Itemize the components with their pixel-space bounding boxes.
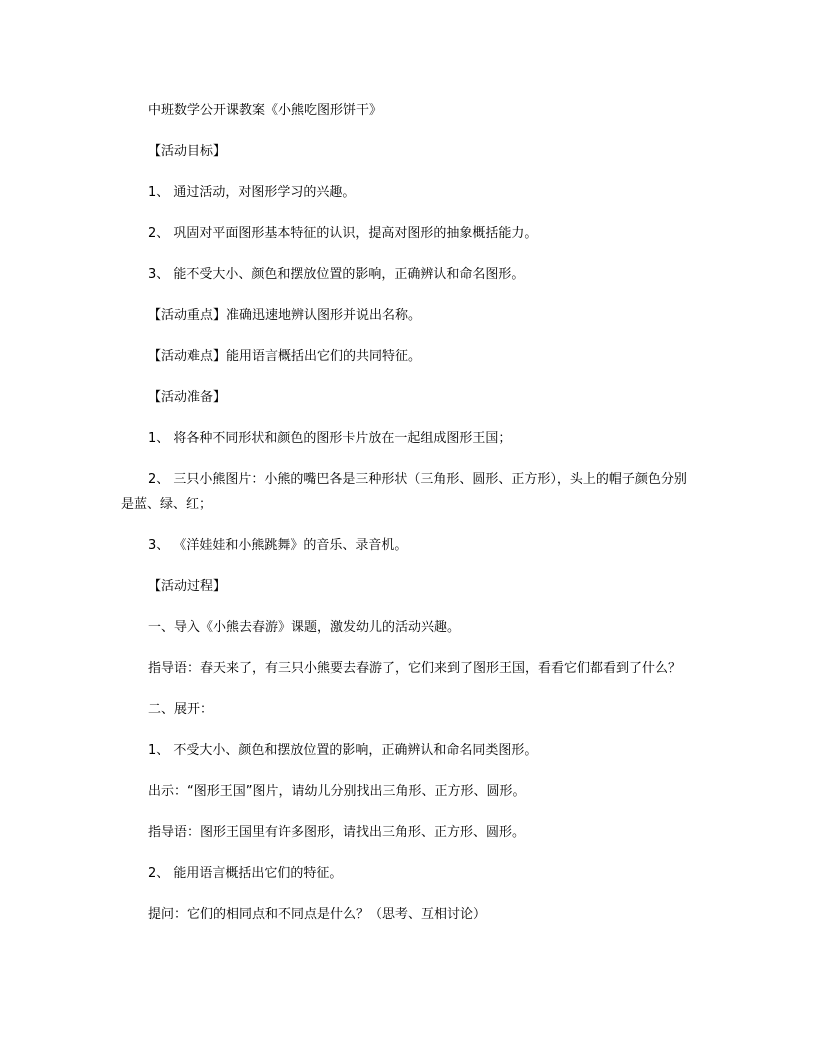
- section-heading-process: 【活动过程】: [148, 579, 227, 594]
- guidance-paragraph: 指导语：春天来了，有三只小熊要去春游了，它们来到了图形王国，看看它们都看到了什么？: [148, 661, 682, 676]
- section-heading-preparation: 【活动准备】: [148, 390, 227, 405]
- goal-item-3: 3、 能不受大小、颜色和摆放位置的影响，正确辨认和命名图形。: [148, 267, 525, 282]
- develop-item-1: 1、 不受大小、颜色和摆放位置的影响，正确辨认和命名同类图形。: [148, 743, 538, 758]
- document-title: 中班数学公开课教案《小熊吃图形饼干》: [148, 103, 383, 118]
- guidance-paragraph-2: 指导语：图形王国里有许多图形，请找出三角形、正方形、圆形。: [148, 825, 526, 840]
- process-step-intro: 一、导入《小熊去春游》课题，激发幼儿的活动兴趣。: [148, 620, 461, 635]
- goal-item-1: 1、 通过活动，对图形学习的兴趣。: [148, 185, 356, 200]
- show-paragraph: 出示：“图形王国”图片，请幼儿分别找出三角形、正方形、圆形。: [148, 784, 526, 799]
- key-point: 【活动重点】准确迅速地辨认图形并说出名称。: [148, 308, 422, 323]
- document-body: [121, 98, 687, 943]
- process-step-develop: 二、展开：: [148, 702, 214, 717]
- preparation-item-1: 1、 将各种不同形状和颜色的图形卡片放在一起组成图形王国；: [148, 431, 512, 446]
- difficult-point: 【活动难点】能用语言概括出它们的共同特征。: [148, 349, 422, 364]
- preparation-item-3: 3、 《洋娃娃和小熊跳舞》的音乐、录音机。: [148, 538, 408, 553]
- preparation-item-2: 2、 三只小熊图片：小熊的嘴巴各是三种形状（三角形、圆形、正方形），头上的帽子颜色分别是蓝、绿、红；: [121, 472, 687, 512]
- question-paragraph: 提问：它们的相同点和不同点是什么？（思考、互相讨论）: [148, 907, 487, 922]
- goal-item-2: 2、 巩固对平面图形基本特征的认识，提高对图形的抽象概括能力。: [148, 226, 538, 241]
- section-heading-goals: 【活动目标】: [148, 144, 227, 159]
- develop-item-2: 2、 能用语言概括出它们的特征。: [148, 866, 343, 881]
